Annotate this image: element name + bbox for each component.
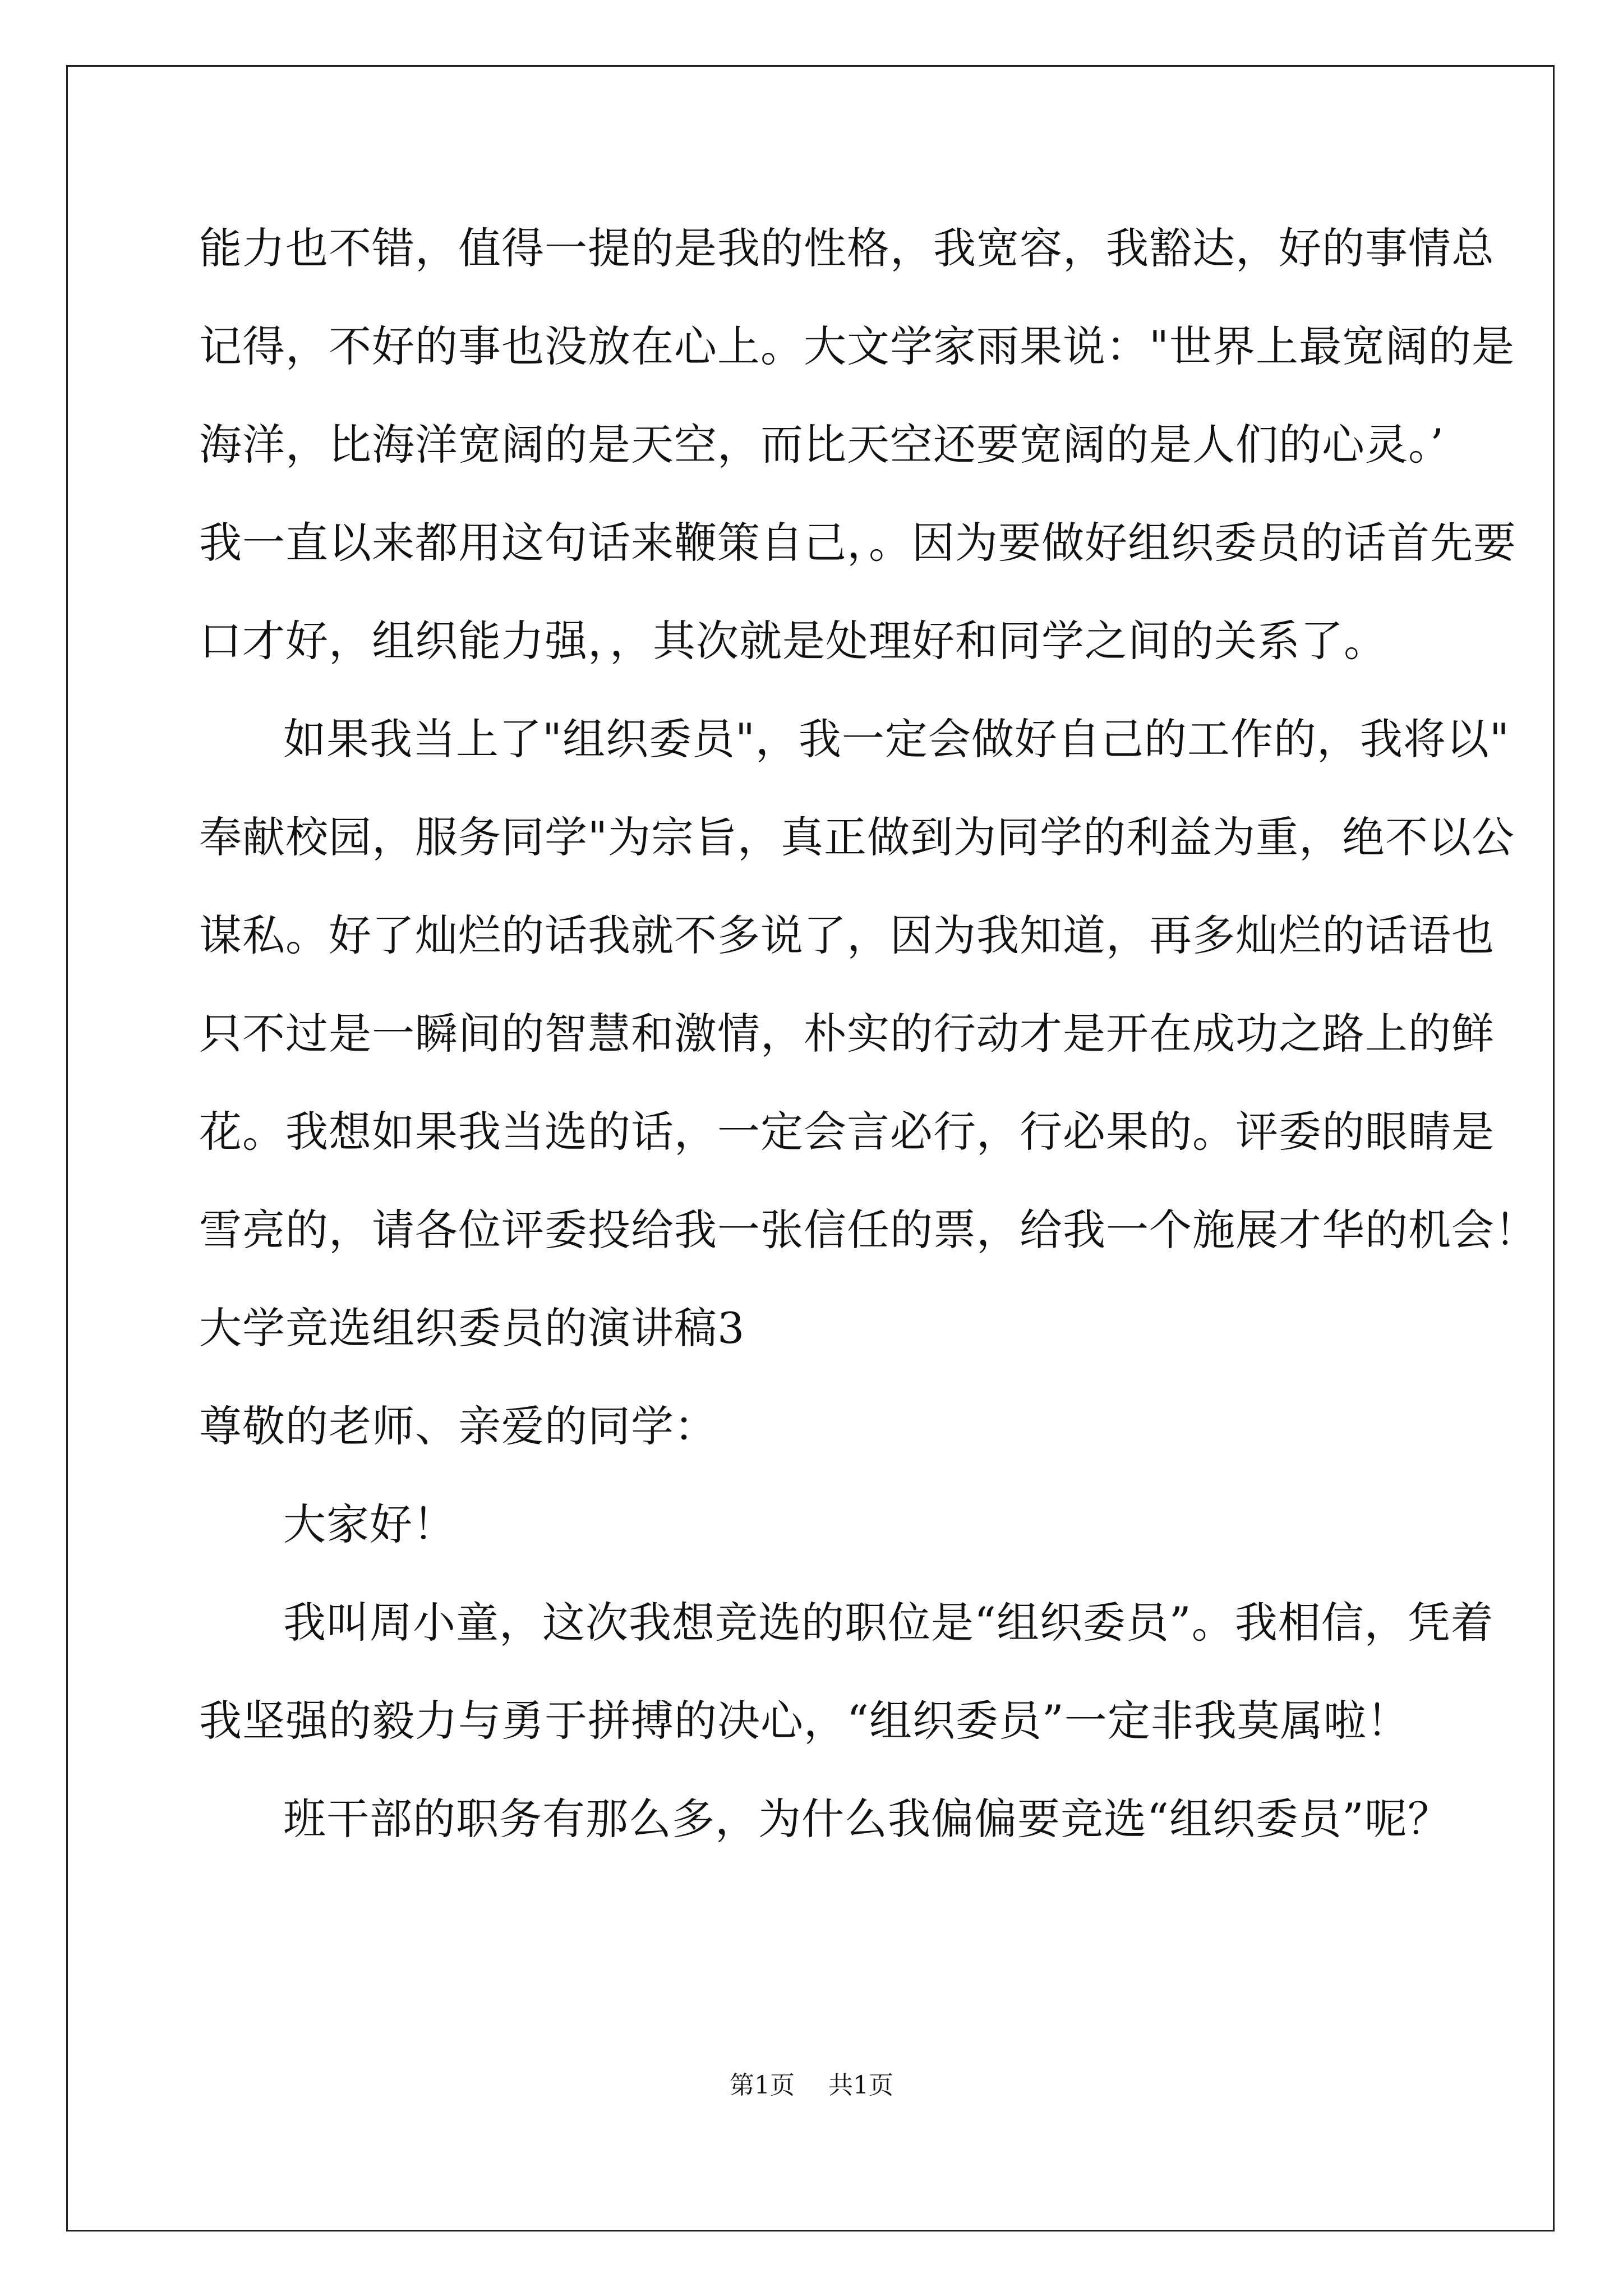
text-line: 海洋，比海洋宽阔的是天空，而比天空还要宽阔的是人们的心灵。’: [199, 420, 1445, 470]
text-line: 花。我想如果我当选的话，一定会言必行，行必果的。评委的眼睛是: [199, 1107, 1495, 1157]
text-line: 记得，不好的事也没放在心上。大文学家雨果说："世界上最宽阔的是: [199, 321, 1515, 371]
page-number: 第1页: [730, 2071, 795, 2100]
page-footer: [0, 2073, 1623, 2098]
text-line: 谋私。好了灿烂的话我就不多说了，因为我知道，再多灿烂的话语也: [199, 910, 1495, 960]
paragraph-start-line: 班干部的职务有那么多，为什么我偏偏要竞选“组织委员”呢？: [283, 1794, 1451, 1844]
page-total: 共1页: [828, 2071, 893, 2100]
text-line: 奉献校园，服务同学"为宗旨，真正做到为同学的利益为重，绝不以公: [199, 812, 1515, 862]
salutation: 尊敬的老师、亲爱的同学：: [199, 1401, 717, 1451]
text-line: 我坚强的毅力与勇于拼搏的决心，“组织委员”一定非我莫属啦！: [199, 1696, 1410, 1746]
text-line: 我一直以来都用这句话来鞭策自己，。因为要做好组织委员的话首先要: [199, 518, 1516, 568]
text-line: 口才好，组织能力强，，其次就是处理好和同学之间的关系了。: [199, 616, 1387, 666]
text-line: 能力也不错，值得一提的是我的性格，我宽容，我豁达，好的事情总: [199, 223, 1495, 273]
text-line: 雪亮的，请各位评委投给我一张信任的票，给我一个施展才华的机会！: [199, 1205, 1538, 1255]
section-heading: 大学竞选组织委员的演讲稿3: [199, 1303, 745, 1353]
paragraph-start-line: 我叫周小童，这次我想竞选的职位是“组织委员”。我相信，凭着: [283, 1598, 1494, 1648]
paragraph-start-line: 如果我当上了"组织委员"，我一定会做好自己的工作的，我将以": [283, 714, 1510, 764]
text-line: 只不过是一瞬间的智慧和激情，朴实的行动才是开在成功之路上的鲜: [199, 1009, 1495, 1059]
greeting: 大家好！: [283, 1499, 456, 1549]
